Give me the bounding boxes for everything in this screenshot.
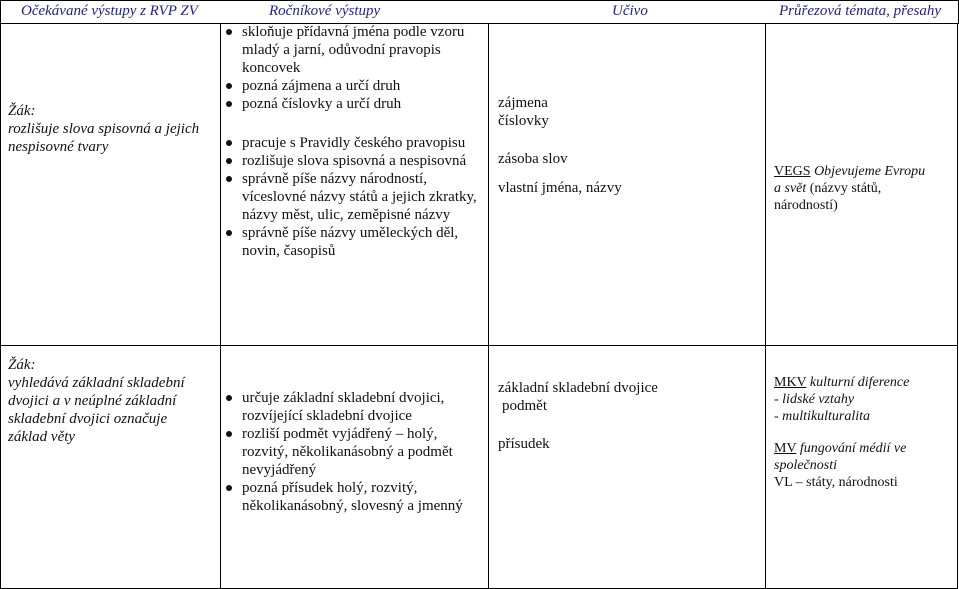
- cross-line: [774, 163, 925, 180]
- col-border: [765, 23, 766, 589]
- curriculum-cell-2: [498, 379, 658, 453]
- header-cross-topics: Průřezová témata, přesahy: [779, 3, 942, 19]
- table-body: [0, 23, 959, 589]
- curriculum-item: přísudek: [498, 436, 550, 452]
- curriculum-item: zásoba slov: [498, 151, 568, 167]
- header-outcomes: Ročníkové výstupy: [269, 3, 381, 19]
- cross-line: [774, 374, 909, 391]
- cross-subitem: - lidské vztahy: [774, 392, 855, 407]
- list-item: [224, 95, 464, 113]
- outcome-line: rozliší podmět vyjádřený – holý,: [242, 426, 438, 442]
- header-curriculum: Učivo: [612, 3, 648, 19]
- list-item: [224, 170, 477, 224]
- outcome-line: pozná přísudek holý, rozvitý,: [242, 480, 418, 496]
- outcome-line: rozvíjející skladební dvojice: [242, 408, 412, 424]
- header-rvp: Očekávané výstupy z RVP ZV: [21, 3, 198, 19]
- outcome-line: rozvitý, několikanásobný a podmět: [242, 444, 453, 460]
- outcomes-list-2: [224, 389, 463, 515]
- outcome-line: mladý a jarní, odůvodní pravopis: [242, 42, 441, 58]
- list-item: [224, 152, 477, 170]
- list-item: [224, 134, 477, 152]
- list-item: [224, 23, 464, 77]
- rvp-cell-1: [8, 102, 199, 156]
- col-border: [957, 23, 958, 589]
- list-item: [224, 479, 463, 515]
- cross-cell-1: [774, 163, 925, 214]
- rvp-cell-2: [8, 356, 185, 446]
- rvp-label: Žák:: [8, 357, 36, 373]
- cross-code: MV: [774, 441, 797, 456]
- outcomes-list-1b: [224, 134, 477, 260]
- curriculum-item: číslovky: [498, 113, 549, 129]
- outcome-line: pracuje s Pravidly českého pravopisu: [242, 135, 466, 151]
- outcome-line: určuje základní skladební dvojici,: [242, 390, 445, 406]
- list-item: [224, 425, 463, 479]
- cross-line: [774, 440, 909, 457]
- table-header: [0, 0, 959, 24]
- curriculum-item: základní skladební dvojice: [498, 380, 658, 396]
- cross-code: MKV: [774, 375, 807, 390]
- outcome-line: novin, časopisů: [242, 243, 336, 259]
- outcome-line: skloňuje přídavná jména podle vzoru: [242, 24, 465, 40]
- cross-line: VL – státy, národnosti: [774, 475, 898, 490]
- outcomes-list-1a: [224, 23, 464, 113]
- outcome-line: pozná číslovky a určí druh: [242, 96, 402, 112]
- rvp-text-line: základ věty: [8, 429, 76, 445]
- cross-topic: kulturní diference: [809, 375, 910, 390]
- outcome-line: správně píše názvy uměleckých děl,: [242, 225, 459, 241]
- cross-topic: fungování médií ve: [799, 441, 907, 456]
- cross-cell-2: [774, 374, 909, 491]
- list-item: [224, 224, 477, 260]
- cross-topic: Objevujeme Evropu: [814, 164, 926, 179]
- outcome-line: víceslovné názvy států a jejich zkratky,: [242, 189, 477, 205]
- cross-line: [774, 180, 925, 197]
- cross-note: (názvy států,: [809, 181, 882, 196]
- rvp-text-line: rozlišuje slova spisovná a jejich: [8, 121, 200, 137]
- rvp-label: Žák:: [8, 103, 36, 119]
- outcome-line: pozná zájmena a určí druh: [242, 78, 401, 94]
- cross-code: VEGS: [774, 164, 811, 179]
- rvp-text-line: vyhledává základní skladební: [8, 375, 185, 391]
- cross-topic-cont: společnosti: [774, 458, 837, 473]
- outcome-line: koncovek: [242, 60, 301, 76]
- curriculum-cell-1: [498, 94, 622, 197]
- cross-topic-cont: a svět: [774, 181, 807, 196]
- curriculum-item: zájmena: [498, 95, 548, 111]
- outcome-line: názvy měst, ulic, zeměpisné názvy: [242, 207, 451, 223]
- rvp-text-line: skladební dvojici označuje: [8, 411, 168, 427]
- curriculum-item: podmět: [502, 398, 547, 414]
- col-border: [488, 23, 489, 589]
- col-border: [0, 23, 1, 589]
- rvp-text-line: dvojici a v neúplné základní: [8, 393, 177, 409]
- curriculum-item: vlastní jména, názvy: [498, 180, 622, 196]
- list-item: [224, 389, 463, 425]
- outcome-line: několikanásobný, slovesný a jmenný: [242, 498, 463, 514]
- rvp-text-line: nespisovné tvary: [8, 139, 109, 155]
- cross-subitem: - multikulturalita: [774, 409, 871, 424]
- list-item: [224, 77, 464, 95]
- cross-note: národností): [774, 198, 838, 213]
- outcome-line: nevyjádřený: [242, 462, 317, 478]
- outcome-line: správně píše názvy národností,: [242, 171, 427, 187]
- row-divider: [0, 345, 958, 346]
- outcome-line: rozlišuje slova spisovná a nespisovná: [242, 153, 467, 169]
- col-border: [220, 23, 221, 589]
